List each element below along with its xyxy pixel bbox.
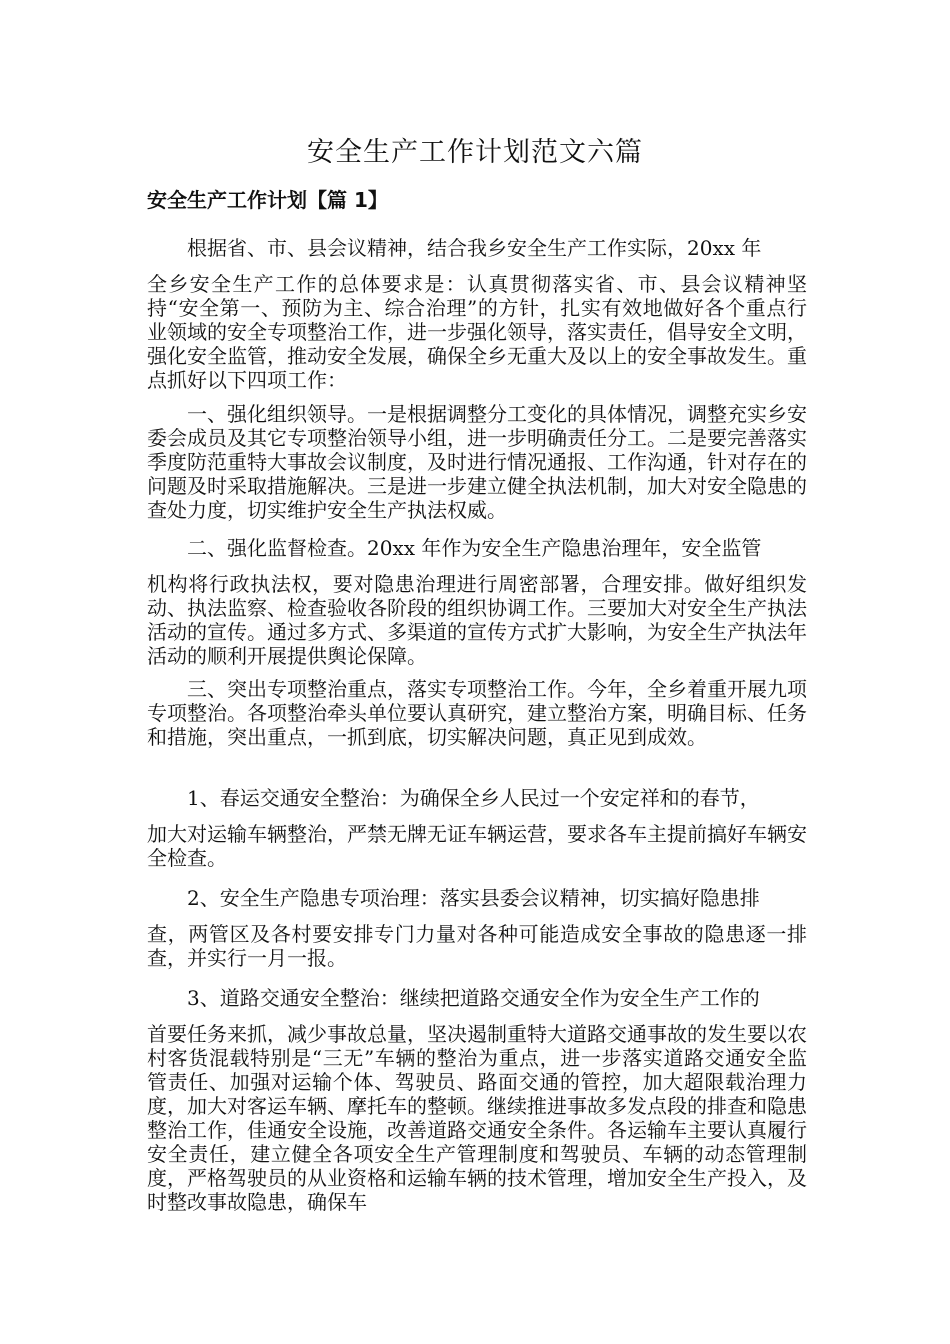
paragraph-3 — [147, 536, 807, 668]
document-title: 安全生产工作计划范文六篇 — [307, 137, 643, 168]
paragraph-7-first-line: 3、道路交通安全整治：继续把道路交通安全作为安全生产工作的 — [187, 986, 760, 1010]
paragraph-6 — [147, 886, 807, 970]
paragraph-3-first-line: 二、强化监督检查。20xx 年作为安全生产隐患治理年，安全监管 — [187, 536, 762, 560]
paragraph-6-first-line: 2、安全生产隐患专项治理：落实县委会议精神，切实搞好隐患排 — [187, 886, 760, 910]
paragraph-2: 一、强化组织领导。一是根据调整分工变化的具体情况，调整充实乡安委会成员及其它专项整治领导小组，进一步明确责任分工。二是要完善落实季度防范重特大事故会议制度，及时进行情况通报、工作沟通，针对存在的问题及时采取措施解决。三是进一步建立健全执法机制，加大对安全隐患的查处力度，切实维护安全生产执法权威。 — [147, 402, 807, 522]
paragraph-5 — [147, 786, 807, 870]
paragraph-5-body: 加大对运输车辆整治，严禁无牌无证车辆运营，要求各车主提前搞好车辆安全检查。 — [147, 822, 807, 870]
section-heading: 安全生产工作计划【篇 1】 — [147, 188, 388, 212]
paragraph-5-first-line: 1、春运交通安全整治：为确保全乡人民过一个安定祥和的春节， — [187, 786, 760, 810]
paragraph-1 — [147, 236, 807, 392]
paragraph-7-body: 首要任务来抓，减少事故总量，坚决遏制重特大道路交通事故的发生要以农村客货混载特别是“三无”车辆的整治为重点，进一步落实道路交通安全监管责任、加强对运输个体、驾驶员、路面交通的管控，加大超限载治理力度，加大对客运车辆、摩托车的整顿。继续推进事故多发点段的排查和隐患整治工作，佳通安全设施，改善道路交通安全条件。各运输车主要认真履行安全责任，建立健全各项安全生产管理制度和驾驶员、车辆的动态管理制度，严格驾驶员的从业资格和运输车辆的技术管理，增加安全生产投入，及时整改事故隐患，确保车 — [147, 1022, 807, 1214]
paragraph-3-body: 机构将行政执法权，要对隐患治理进行周密部署，合理安排。做好组织发动、执法监察、检查验收各阶段的组织协调工作。三要加大对安全生产执法活动的宣传。通过多方式、多渠道的宣传方式扩大影响，为安全生产执法年活动的顺利开展提供舆论保障。 — [147, 572, 807, 668]
paragraph-7 — [147, 986, 807, 1214]
paragraph-1-first-line: 根据省、市、县会议精神，结合我乡安全生产工作实际，20xx 年 — [187, 236, 762, 260]
paragraph-1-body: 全乡安全生产工作的总体要求是：认真贯彻落实省、市、县会议精神坚持“安全第一、预防为主、综合治理”的方针，扎实有效地做好各个重点行业领域的安全专项整治工作，进一步强化领导，落实责任，倡导安全文明，强化安全监管，推动安全发展，确保全乡无重大及以上的安全事故发生。重点抓好以下四项工作： — [147, 272, 807, 392]
paragraph-4: 三、突出专项整治重点，落实专项整治工作。今年，全乡着重开展九项专项整治。各项整治牵头单位要认真研究，建立整治方案，明确目标、任务和措施，突出重点，一抓到底，切实解决问题，真正见到成效。 — [147, 677, 807, 749]
paragraph-6-body: 查，两管区及各村要安排专门力量对各种可能造成安全事故的隐患逐一排查，并实行一月一报。 — [147, 922, 807, 970]
